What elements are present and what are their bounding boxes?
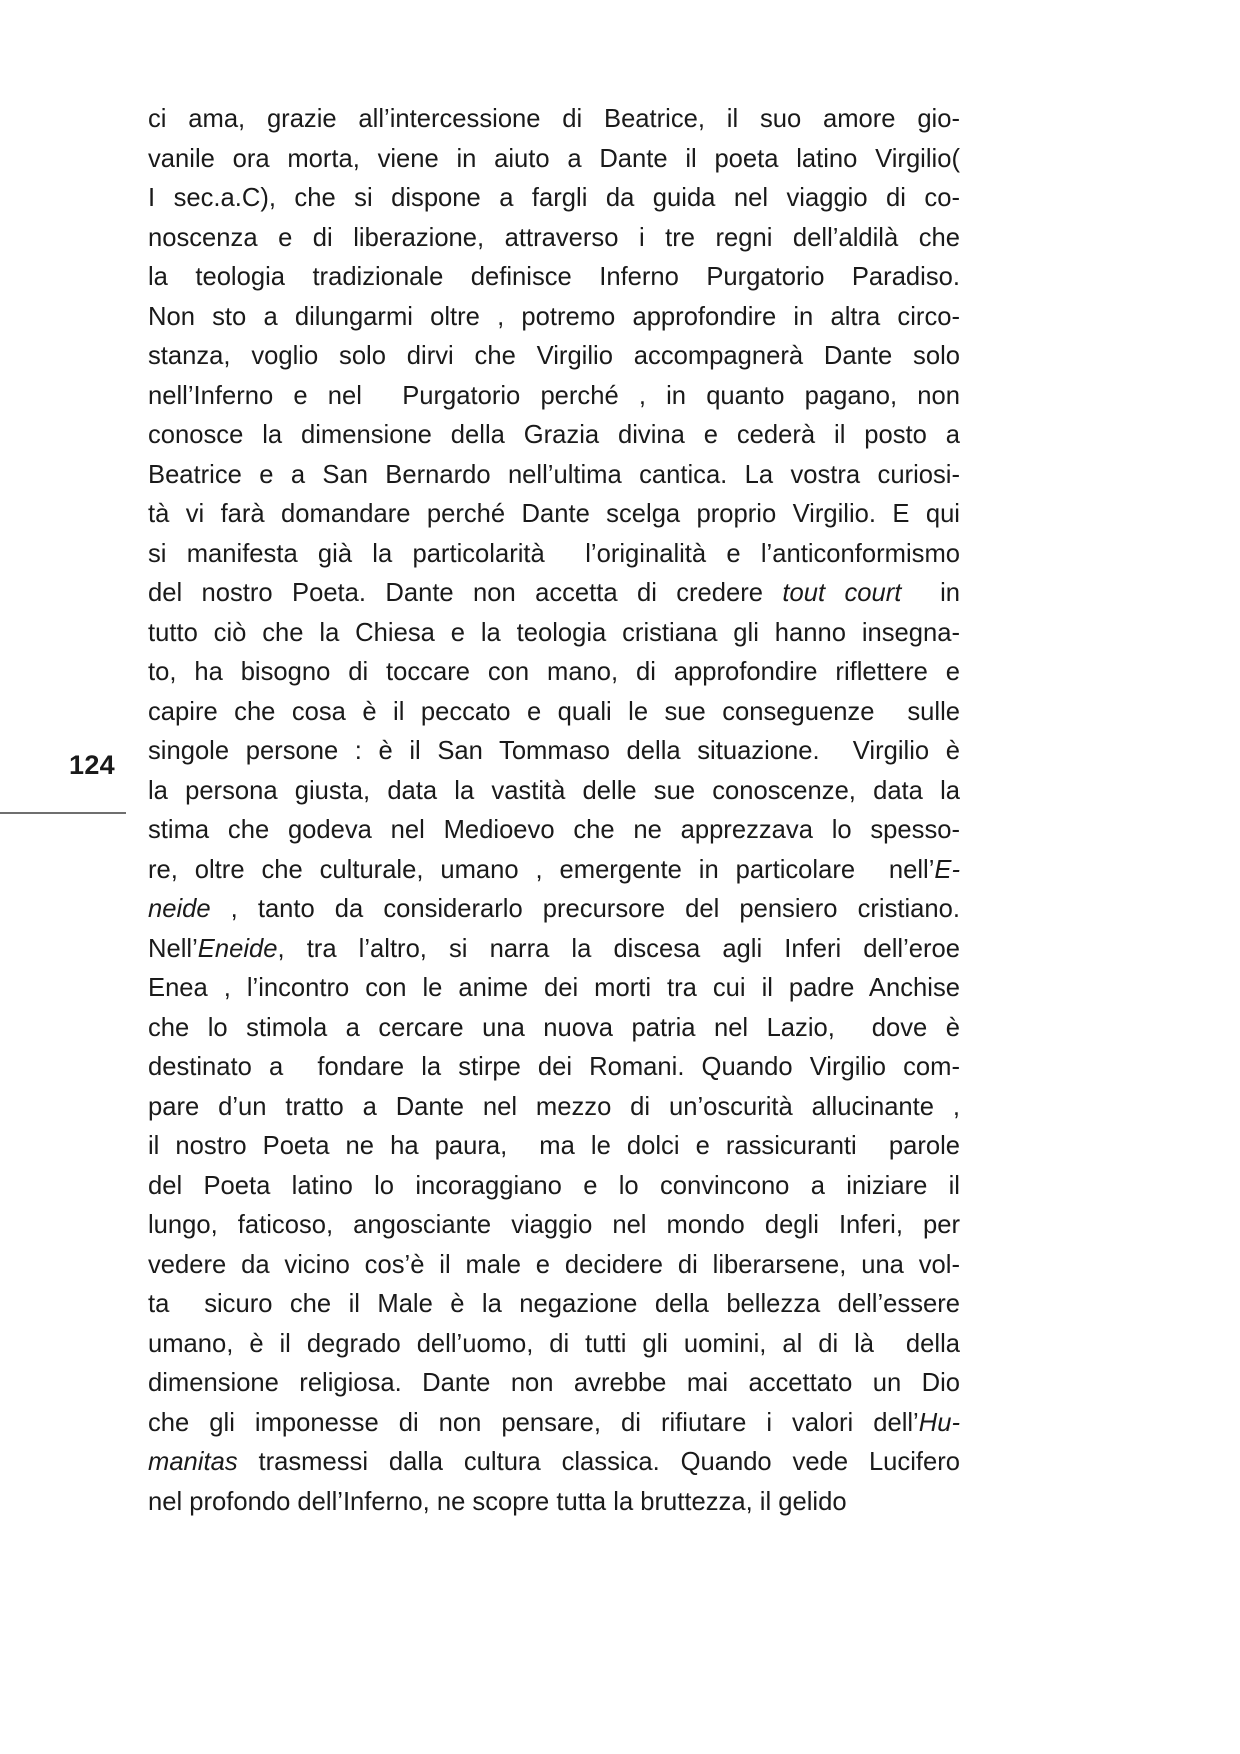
emphasis-text: tout court — [782, 579, 902, 607]
text-line — [148, 1483, 960, 1523]
text-line — [148, 179, 960, 219]
text-line — [148, 140, 960, 180]
emphasis-text: Eneide — [197, 934, 278, 963]
text-run: tà vi farà domandare perché Dante scelga proprio Virgilio. E qui — [148, 500, 960, 528]
text-run: la teologia tradizionale definisce Inferno Purgatorio Paradiso. — [148, 263, 960, 291]
body-text-column — [148, 100, 960, 1522]
text-run: nel profondo dell’Inferno, ne scopre tutta la bruttezza, il gelido — [148, 1487, 847, 1516]
emphasis-text: neide — [148, 895, 211, 923]
text-line — [148, 416, 960, 456]
text-run: Enea , l’incontro con le anime dei morti tra cui il padre Anchise — [148, 974, 960, 1002]
page-number: 124 — [69, 750, 115, 780]
text-run: Beatrice e a San Bernardo nell’ultima cantica. La vostra curiosi- — [148, 460, 960, 489]
text-run: ci ama, grazie all’intercessione di Beatrice, il suo amore gio- — [148, 105, 960, 133]
text-line — [148, 100, 960, 140]
text-run: I sec.a.C), che si dispone a fargli da guida nel viaggio di co- — [148, 184, 960, 212]
text-run: pare d’un tratto a Dante nel mezzo di un’oscurità allucinante , — [148, 1092, 960, 1121]
text-line — [148, 772, 960, 812]
text-run: , tanto da considerarlo precursore del pensiero cristiano. — [210, 895, 960, 923]
text-line — [148, 851, 960, 891]
folio-divider — [0, 812, 126, 814]
text-line — [148, 1364, 960, 1404]
text-line — [148, 1285, 960, 1325]
text-line — [148, 1246, 960, 1286]
text-line — [148, 1127, 960, 1167]
text-run: trasmessi dalla cultura classica. Quando vede Lucifero — [237, 1448, 960, 1476]
text-run: noscenza e di liberazione, attraverso i tre regni dell’aldilà che — [148, 223, 960, 252]
text-run: tutto ciò che la Chiesa e la teologia cristiana gli hanno insegna- — [148, 618, 960, 647]
text-line — [148, 337, 960, 377]
text-run: in — [901, 579, 960, 607]
text-run: dimensione religiosa. Dante non avrebbe mai accettato un Dio — [148, 1369, 960, 1397]
text-line — [148, 495, 960, 535]
text-run: singole persone : è il San Tommaso della situazione. Virgilio è — [148, 737, 960, 765]
text-line — [148, 574, 960, 614]
text-line — [148, 298, 960, 338]
text-line — [148, 535, 960, 575]
text-run: il nostro Poeta ne ha paura, ma le dolci e rassicuranti parole — [148, 1132, 960, 1160]
text-run: nell’Inferno e nel Purgatorio perché , in quanto pagano, non — [148, 381, 960, 410]
text-line — [148, 258, 960, 298]
text-run: si manifesta già la particolarità l’originalità e l’anticonformismo — [148, 539, 960, 568]
text-run: la persona giusta, data la vastità delle sue conoscenze, data la — [148, 776, 960, 805]
text-run: del nostro Poeta. Dante non accetta di credere — [148, 579, 783, 607]
text-line — [148, 732, 960, 772]
text-line — [148, 693, 960, 733]
text-line — [148, 614, 960, 654]
text-run: vanile ora morta, viene in aiuto a Dante il poeta latino Virgilio( — [148, 144, 960, 173]
text-line — [148, 1443, 960, 1483]
folio-block — [0, 752, 126, 814]
text-run: ta sicuro che il Male è la negazione della bellezza dell’essere — [148, 1290, 960, 1318]
text-run: , tra l’altro, si narra la discesa agli Inferi dell’eroe — [277, 934, 960, 963]
text-line — [148, 1325, 960, 1365]
emphasis-text: manitas — [148, 1448, 238, 1476]
text-run: destinato a fondare la stirpe dei Romani. Quando Virgilio com- — [148, 1053, 960, 1081]
text-run: lungo, faticoso, angosciante viaggio nel mondo degli Inferi, per — [148, 1211, 960, 1239]
text-run: umano, è il degrado dell’uomo, di tutti gli uomini, al di là della — [148, 1329, 960, 1358]
text-run: Non sto a dilungarmi oltre , potremo approfondire in altra circo- — [148, 302, 960, 331]
body-paragraph — [148, 100, 960, 1522]
text-line — [148, 1009, 960, 1049]
text-run: che lo stimola a cercare una nuova patria nel Lazio, dove è — [148, 1013, 960, 1042]
text-run: vedere da vicino cos’è il male e decidere di liberarsene, una vol- — [148, 1250, 960, 1279]
text-line — [148, 969, 960, 1009]
text-line — [148, 1167, 960, 1207]
text-line — [148, 456, 960, 496]
text-line — [148, 653, 960, 693]
text-line — [148, 1206, 960, 1246]
text-run: capire che cosa è il peccato e quali le sue conseguenze sulle — [148, 697, 960, 726]
text-run: to, ha bisogno di toccare con mano, di approfondire riflettere e — [148, 658, 960, 686]
text-line — [148, 1048, 960, 1088]
text-run: conosce la dimensione della Grazia divina e cederà il posto a — [148, 421, 960, 449]
text-run: stima che godeva nel Medioevo che ne apprezzava lo spesso- — [148, 816, 960, 844]
emphasis-text: E- — [934, 855, 960, 884]
text-run: Nell’ — [148, 934, 198, 963]
text-line — [148, 890, 960, 930]
text-line — [148, 930, 960, 970]
text-run: stanza, voglio solo dirvi che Virgilio accompagnerà Dante solo — [148, 342, 960, 370]
text-line — [148, 377, 960, 417]
text-line — [148, 811, 960, 851]
text-line — [148, 219, 960, 259]
text-run: del Poeta latino lo incoraggiano e lo convincono a iniziare il — [148, 1171, 960, 1200]
emphasis-text: Hu- — [918, 1408, 960, 1437]
text-line — [148, 1404, 960, 1444]
text-run: che gli imponesse di non pensare, di rifiutare i valori dell’ — [148, 1408, 919, 1437]
text-run: re, oltre che culturale, umano , emergente in particolare nell’ — [148, 855, 935, 884]
text-line — [148, 1088, 960, 1128]
